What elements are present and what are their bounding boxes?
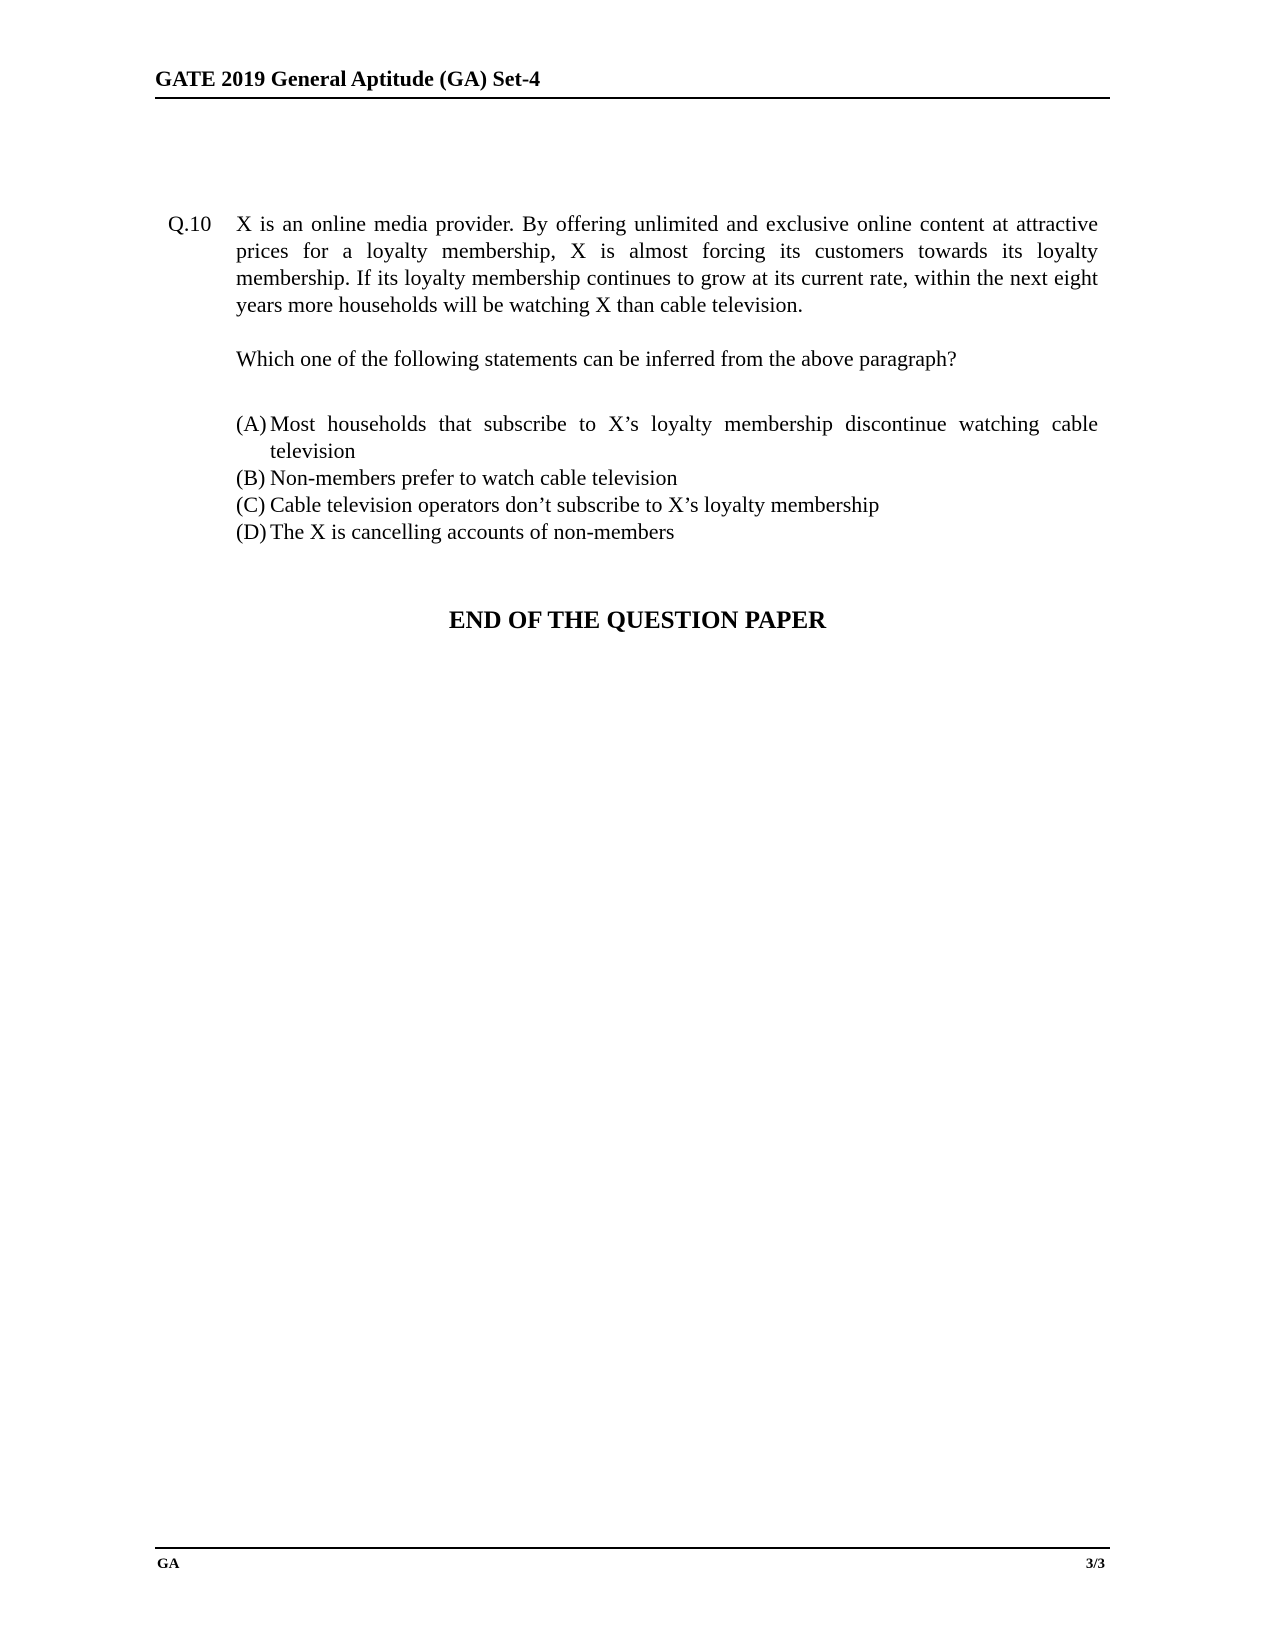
option-text: Cable television operators don’t subscribe to X’s loyalty membership bbox=[270, 492, 880, 517]
question-body bbox=[236, 210, 1098, 545]
option-text: The X is cancelling accounts of non-members bbox=[270, 519, 675, 544]
option-text: Non-members prefer to watch cable television bbox=[270, 465, 678, 490]
options-list bbox=[236, 410, 1098, 545]
question-stem: X is an online media provider. By offering unlimited and exclusive online content at attractive prices for a loyalty membership, X is almost forcing its customers towards its loyalty membership. If its loyalty membership continues to grow at its current rate, within the next eight years more households will be watching X than cable television. bbox=[236, 211, 1098, 317]
option-letter: (D) bbox=[236, 519, 267, 544]
end-of-paper-heading: END OF THE QUESTION PAPER bbox=[448, 607, 827, 634]
footer-section-label: GA bbox=[157, 1556, 180, 1572]
option-letter: (B) bbox=[236, 465, 266, 490]
option-d bbox=[236, 518, 1098, 545]
option-c bbox=[236, 491, 1098, 518]
page-footer bbox=[155, 1547, 1110, 1579]
page-header bbox=[155, 67, 1110, 99]
option-text: Most households that subscribe to X’s loyalty membership discontinue watching cable television bbox=[270, 411, 1098, 463]
header-title: GATE 2019 General Aptitude (GA) Set-4 bbox=[155, 66, 541, 91]
option-letter: (A) bbox=[236, 411, 267, 436]
question-prompt: Which one of the following statements can be inferred from the above paragraph? bbox=[236, 346, 957, 371]
option-a bbox=[236, 410, 1098, 464]
question-number: Q.10 bbox=[168, 211, 212, 236]
footer-page-number: 3/3 bbox=[1085, 1556, 1105, 1572]
option-letter: (C) bbox=[236, 492, 266, 517]
option-b bbox=[236, 464, 1098, 491]
